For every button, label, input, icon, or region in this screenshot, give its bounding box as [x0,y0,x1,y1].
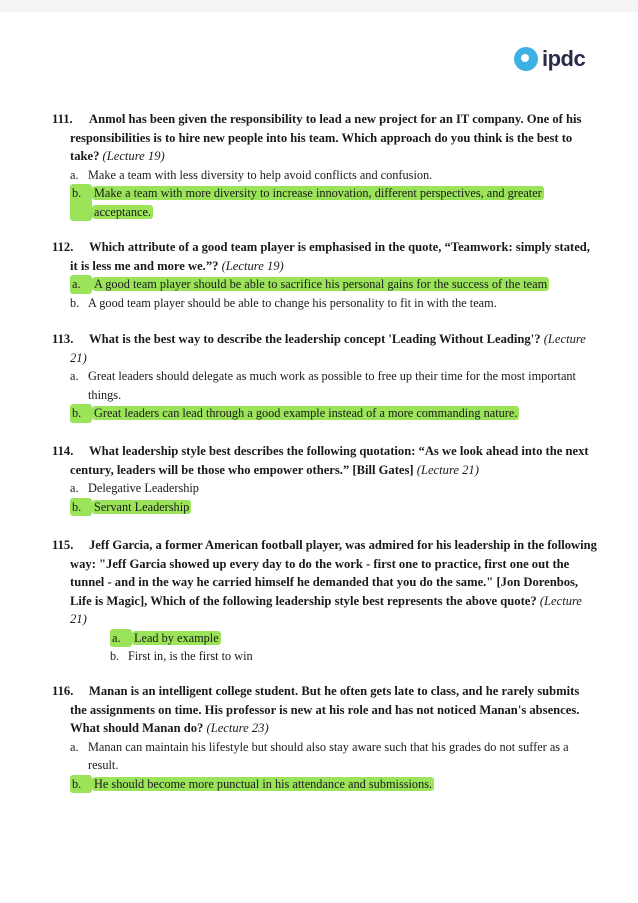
option-text-highlighted: Lead by example [134,630,219,645]
ipdc-logo-icon [514,47,538,71]
question-text: Anmol has been given the responsibility to lead a new project for an IT company. One of his responsibilities is to hire new people into his team. Which approach do you think is the best to take? [70,112,582,163]
question-number: 115. [52,538,74,552]
option-text-highlighted: Make a team with more diversity to increase innovation, different perspectives, and greater acceptance. [94,186,542,219]
option-text-highlighted: Great leaders can lead through a good example instead of a more commanding nature. [94,406,518,420]
question-number: 113. [52,332,74,346]
question-stem [52,238,597,275]
option-b-correct [52,498,597,517]
question-number: 114. [52,444,74,458]
option-letter: b. [110,649,120,663]
option-text: First in, is the first to win [128,649,253,663]
question-stem [52,110,597,166]
option-text: Manan can maintain his lifestyle but should also stay aware such that his grades do not suffer as a result. [88,739,569,772]
option-letter: b. [70,775,92,794]
question-stem [52,330,597,367]
lecture-reference: (Lecture 21) [416,462,479,477]
option-a [52,166,597,185]
question-text: Jeff Garcia, a former American football player, was admired for his leadership in the following way: "Jeff Garcia showed up every day to do the work - first one to practice, first one out the tunnel - and in the way he carried himself he demanded that you do the same." [Jon Dorenbos, Life is Magic], Which of the following leadership style best represents the above quote? [70,538,597,608]
lecture-reference: (Lecture 21) [70,593,583,626]
lecture-reference: (Lecture 21) [70,332,586,365]
option-a-correct [52,275,597,294]
question-stem [52,682,597,738]
option-text: Delegative Leadership [88,481,199,495]
option-text: Great leaders should delegate as much work as possible to free up their time for the most important things. [88,369,576,402]
option-letter: a. [70,739,79,754]
option-a [52,738,597,775]
option-letter: a. [70,167,79,182]
option-letter: a. [70,275,92,294]
document-page [0,12,638,903]
question-text: Which attribute of a good team player is emphasised in the quote, “Teamwork: simply stated, it is less me and more we.”? [70,240,590,273]
option-letter: a. [110,629,132,648]
question-number: 112. [52,240,74,254]
option-a-correct [52,629,597,648]
option-letter: a. [70,369,79,383]
lecture-reference: (Lecture 19) [221,258,284,273]
question-stem [52,536,597,629]
lecture-reference: (Lecture 23) [206,721,269,735]
option-letter: b. [70,295,80,310]
option-text-highlighted: A good team player should be able to sacrifice his personal gains for the success of the team [94,277,548,291]
option-text: Make a team with less diversity to help avoid conflicts and confusion. [88,167,433,182]
option-text: A good team player should be able to change his personality to fit in with the team. [88,295,497,310]
question-text: What is the best way to describe the leadership concept 'Leading Without Leading'? [89,332,541,346]
question-114 [52,442,597,516]
question-116 [52,682,597,793]
question-number: 116. [52,684,74,698]
option-letter: b. [70,404,92,423]
option-b [52,647,597,666]
option-letter: a. [70,481,79,495]
option-b [52,294,597,313]
question-111 [52,110,597,221]
question-number: 111. [52,112,73,126]
question-text: Manan is an intelligent college student. But he often gets late to class, and he rarely submits the assignments on time. His professor is new at his role and has not noticed Manan's absences. What should Manan do? [70,684,580,735]
option-b-correct [52,404,597,423]
question-stem [52,442,597,479]
option-letter: b. [70,498,92,517]
question-112 [52,238,597,312]
option-text-highlighted: Servant Leadership [94,499,190,514]
ipdc-logo [514,46,585,72]
option-b-correct [52,775,597,794]
lecture-reference: (Lecture 19) [102,149,165,163]
question-115 [52,536,597,666]
option-a [52,479,597,498]
option-text-highlighted: He should become more punctual in his attendance and submissions. [94,776,433,791]
logo-text: ipdc [542,46,586,71]
option-b-correct [52,184,597,221]
question-113 [52,330,597,423]
option-letter: b. [70,184,92,221]
question-text: What leadership style best describes the following quotation: “As we look ahead into the next century, leaders will be those who empower others.” [Bill Gates] [70,444,589,477]
option-a [52,367,597,404]
